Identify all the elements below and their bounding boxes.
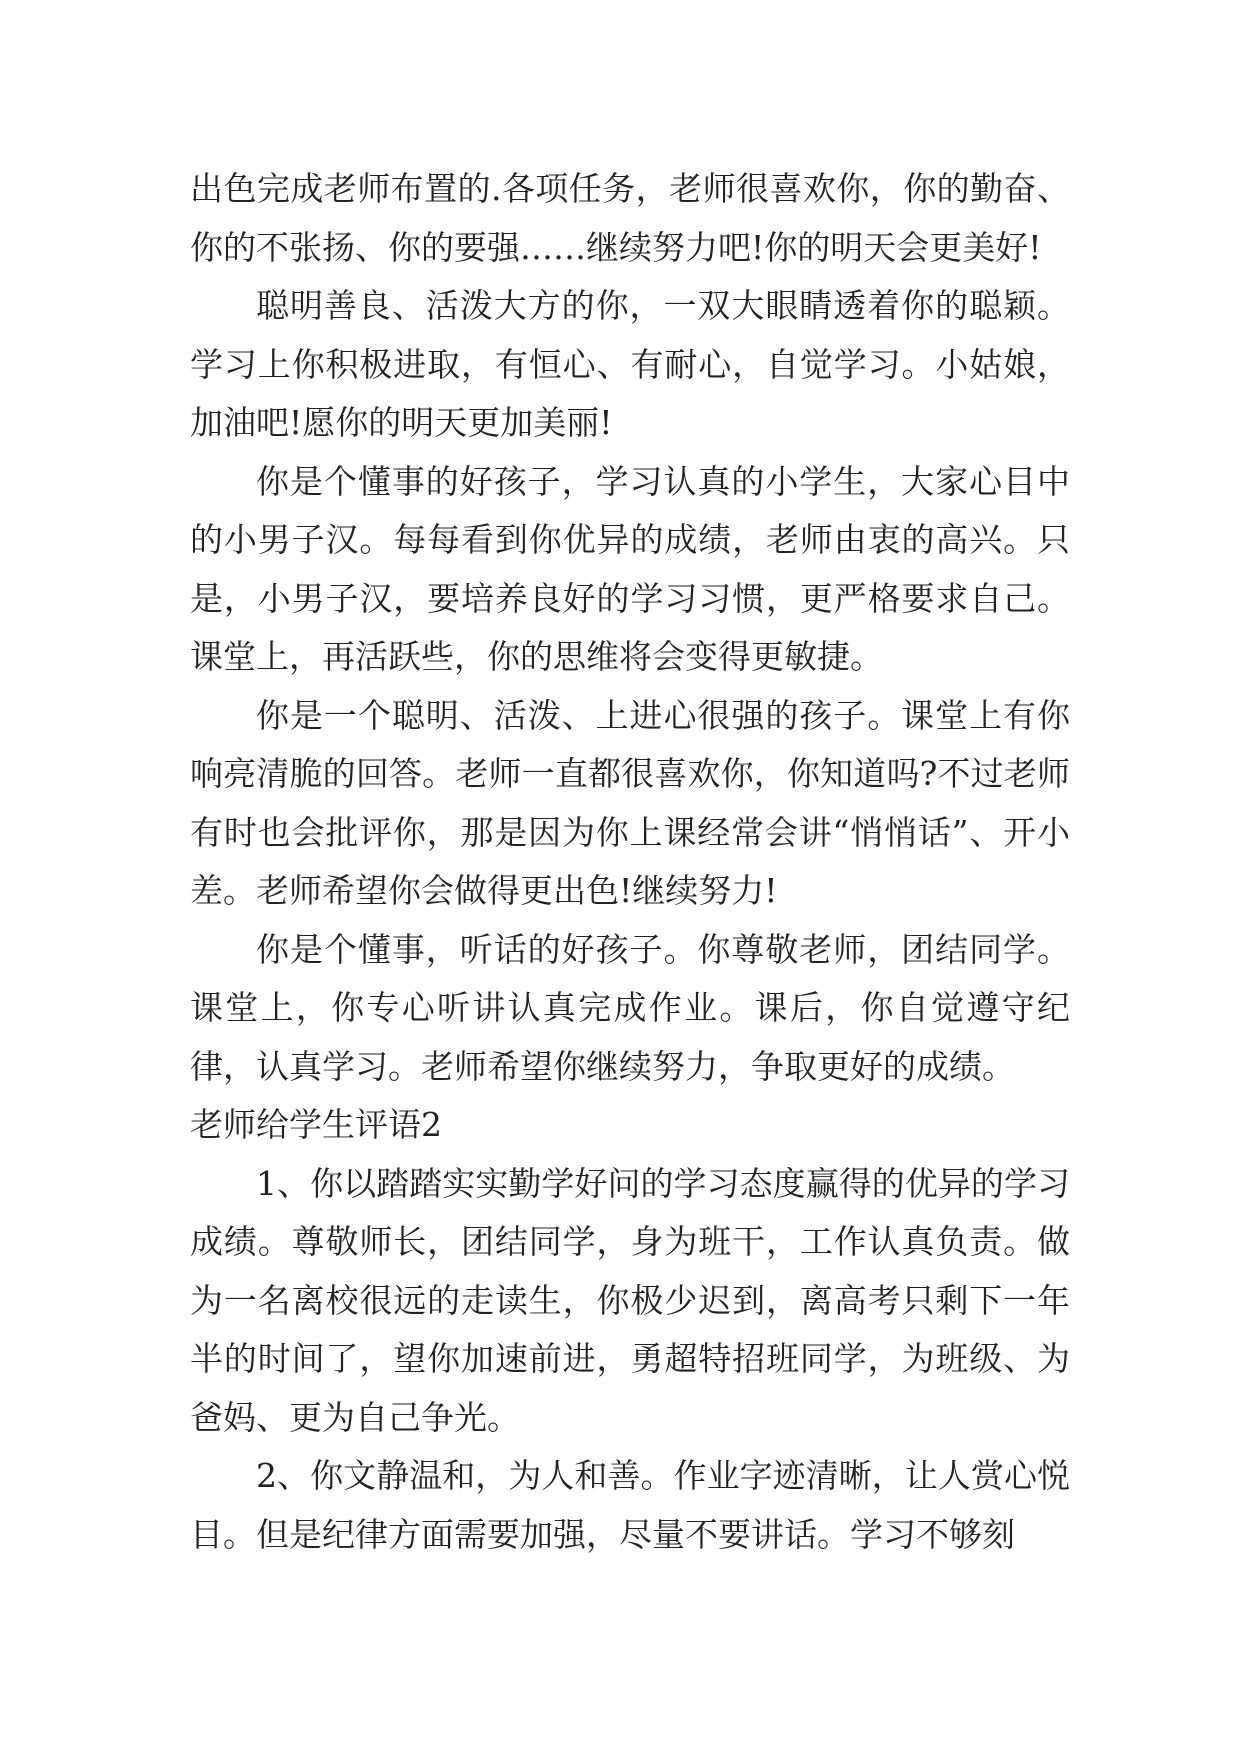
paragraph-3: 你是个懂事的好孩子，学习认真的小学生，大家心目中的小男子汉。每每看到你优异的成绩，老师由衷的高兴。只是，小男子汉，要培养良好的学习习惯，更严格要求自己。课堂上，再活跃些，你的思维将会变得更敏捷。 xyxy=(190,461,1070,676)
section-paragraph-2: 2、你文静温和，为人和善。作业字迹清晰，让人赏心悦目。但是纪律方面需要加强，尽量不要讲话。学习不够刻 xyxy=(190,1456,1070,1554)
paragraph-2: 聪明善良、活泼大方的你，一双大眼睛透着你的聪颖。学习上你积极进取，有恒心、有耐心，自觉学习。小姑娘，加油吧!愿你的明天更加美丽! xyxy=(190,286,1070,442)
section-heading: 老师给学生评语2 xyxy=(190,1105,442,1144)
document-body xyxy=(190,160,1070,1564)
paragraph-5: 你是个懂事，听话的好孩子。你尊敬老师，团结同学。课堂上，你专心听讲认真完成作业。课后，你自觉遵守纪律，认真学习。老师希望你继续努力，争取更好的成绩。 xyxy=(190,929,1070,1086)
paragraph-4: 你是一个聪明、活泼、上进心很强的孩子。课堂上有你响亮清脆的回答。老师一直都很喜欢你，你知道吗?不过老师有时也会批评你，那是因为你上课经常会讲“悄悄话”、开小差。老师希望你会做得更出色!继续努力! xyxy=(190,695,1070,910)
paragraph-1: 出色完成老师布置的.各项任务，老师很喜欢你，你的勤奋、你的不张扬、你的要强……继续努力吧!你的明天会更美好! xyxy=(190,169,1070,267)
section-paragraph-1: 1、你以踏踏实实勤学好问的学习态度赢得的优异的学习成绩。尊敬师长，团结同学，身为班干，工作认真负责。做为一名离校很远的走读生，你极少迟到，离高考只剩下一年半的时间了，望你加速前进，勇超特招班同学，为班级、为爸妈、更为自己争光。 xyxy=(190,1163,1070,1437)
